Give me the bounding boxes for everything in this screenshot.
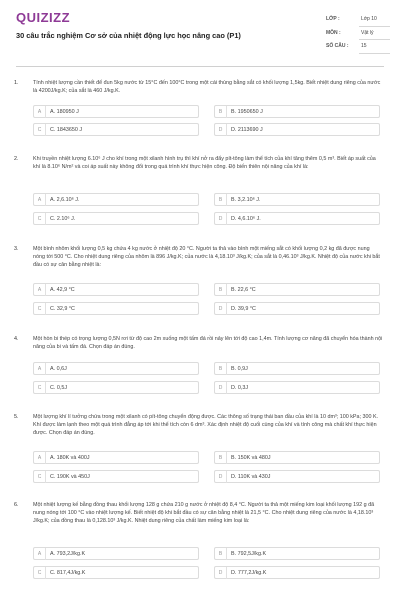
option-text: D. 2113690 J [231, 127, 263, 133]
option-c[interactable] [33, 566, 199, 579]
option-letter: A [34, 452, 46, 464]
option-text: B. 792,5J/kg.K [231, 551, 267, 557]
option-text: D. 4,6.10⁶ J. [231, 216, 261, 222]
option-letter: D [215, 124, 227, 136]
option-text: A. 180K và 400J [50, 455, 90, 461]
meta-row-grade [326, 14, 390, 28]
question-text: Một nhiệt lượng kế bằng đồng thau khối lượng 128 g chứa 210 g nước ở nhiệt độ 8,4 °C. Người ta thả một miếng kim loại khối lượng 192 g đã nung nóng tới 100 °C vào nhiệt lượng kế. Biết nhiệt độ khi bắt đầu có sự cân bằng nhiệt là 21,5 °C. Cho nhiệt dung riêng của nước là 4,18.10³ J/kg.K; của đồng thau là 0,128.10³ J/kg.K. Nhiệt dung riêng của chất làm miếng kim loại là: [33, 502, 375, 524]
option-text: D. 110K và 430J [231, 474, 271, 480]
option-text: D. 777,2J/kg.K [231, 570, 267, 576]
option-letter: B [215, 106, 227, 118]
option-c[interactable] [33, 123, 199, 136]
option-a[interactable] [33, 105, 199, 118]
option-d[interactable] [214, 566, 380, 579]
option-text: B. 1950650 J [231, 109, 263, 115]
option-letter: C [34, 213, 46, 225]
option-letter: A [34, 106, 46, 118]
option-letter: B [215, 452, 227, 464]
option-d[interactable] [214, 381, 380, 394]
question-text: Một hòn bi thép có trọng lượng 0,5N rơi từ độ cao 2m xuống một tấm đá rồi nảy lên tới độ cao 1,4m. Tính lượng cơ năng đã chuyển hóa thành nội năng của bi và tấm đá. Chọn đáp án đúng. [33, 336, 383, 350]
option-letter: D [215, 303, 227, 315]
option-c[interactable] [33, 302, 199, 315]
option-letter: A [34, 194, 46, 206]
option-d[interactable] [214, 123, 380, 136]
option-a[interactable] [33, 283, 199, 296]
option-text: C. 0,5J [50, 385, 68, 391]
question-text: Khi truyền nhiệt lượng 6.10⁶ J cho khí trong một xilanh hình trụ thì khí nở ra đẩy pít-tông làm thể tích của khí tăng thêm 0,5 m³. Biết áp suất của khí là 8.10⁶ N/m² và coi áp suất này không đổi trong quá trình khí thực hiện công. Độ biến thiên nội năng của khí là: [33, 156, 376, 170]
option-letter: B [215, 284, 227, 296]
option-text: C. 817,4J/kg.K [50, 570, 86, 576]
option-text: A. 793,2J/kg.K [50, 551, 86, 557]
meta-value: Vật lý [361, 29, 374, 36]
meta-row-subject [326, 28, 390, 42]
option-b[interactable] [214, 451, 380, 464]
option-c[interactable] [33, 381, 199, 394]
option-d[interactable] [214, 470, 380, 483]
quizizz-logo: QUIZIZZ [16, 10, 71, 25]
option-b[interactable] [214, 193, 380, 206]
option-text: A. 180950 J [50, 109, 79, 115]
option-letter: C [34, 567, 46, 579]
meta-value: Lớp 10 [361, 16, 377, 22]
option-c[interactable] [33, 212, 199, 225]
document-header [0, 0, 400, 72]
meta-divider [359, 26, 390, 27]
option-text: C. 190K và 450J [50, 474, 90, 480]
question-number: 4. [14, 336, 19, 342]
meta-label: MÔN : [326, 29, 341, 36]
option-b[interactable] [214, 362, 380, 375]
option-text: C. 32,9 °C [50, 306, 75, 312]
option-letter: A [34, 548, 46, 560]
option-b[interactable] [214, 547, 380, 560]
option-text: A. 2,6.10⁶ J. [50, 197, 80, 203]
option-text: B. 3,2.10⁶ J. [231, 197, 261, 203]
quiz-meta [326, 14, 390, 55]
option-letter: B [215, 194, 227, 206]
option-text: D. 0,3J [231, 385, 249, 391]
option-letter: B [215, 548, 227, 560]
option-letter: D [215, 213, 227, 225]
question-number: 2. [14, 156, 19, 162]
option-letter: C [34, 471, 46, 483]
document-title: 30 câu trắc nghiệm Cơ sở của nhiệt động lực học nâng cao (P1) [16, 31, 241, 40]
option-c[interactable] [33, 470, 199, 483]
option-letter: D [215, 382, 227, 394]
option-letter: C [34, 303, 46, 315]
question-number: 5. [14, 414, 19, 420]
option-a[interactable] [33, 547, 199, 560]
option-text: D. 39,9 °C [231, 306, 256, 312]
option-text: C. 1843650 J [50, 127, 83, 133]
meta-divider [359, 53, 390, 54]
option-a[interactable] [33, 193, 199, 206]
question-text: Một lượng khí lí tưởng chứa trong một xilanh có pít-tông chuyển động được. Các thông số trạng thái ban đầu của khí là 10 dm³; 100 kPa; 300 K. Khí được làm lạnh theo một quá trình đẳng áp tới khi thể tích còn 6 dm³. Xác định nhiệt độ cuối cùng của khí và tính công mà chất khí thực hiện được. Chọn đáp án đúng. [33, 414, 379, 436]
option-text: B. 150K và 480J [231, 455, 271, 461]
option-letter: D [215, 471, 227, 483]
option-text: A. 42,9 °C [50, 287, 75, 293]
option-letter: A [34, 363, 46, 375]
option-d[interactable] [214, 302, 380, 315]
option-text: C. 2.10⁶ J. [50, 216, 76, 222]
option-a[interactable] [33, 362, 199, 375]
option-letter: C [34, 382, 46, 394]
meta-value: 15 [361, 43, 367, 49]
question-text: Một bình nhôm khối lượng 0,5 kg chứa 4 kg nước ở nhiệt độ 20 °C. Người ta thả vào bình một miếng sắt có khối lượng 0,2 kg đã được nung nóng tới 500 °C. Cho nhiệt dung riêng của nhôm là 896 J/kg.K; của nước là 4,18.10³ J/kg.K; của sắt là 0,46.10³ J/kg.K. Nhiệt độ của nước khi bắt đầu có sự cân bằng nhiệt là: [33, 246, 380, 268]
meta-label: SỐ CÂU : [326, 43, 349, 49]
option-text: B. 0,9J [231, 366, 248, 372]
meta-label: LỚP : [326, 16, 340, 22]
option-letter: A [34, 284, 46, 296]
option-b[interactable] [214, 105, 380, 118]
option-d[interactable] [214, 212, 380, 225]
option-letter: C [34, 124, 46, 136]
option-b[interactable] [214, 283, 380, 296]
question-text: Tính nhiệt lượng cần thiết để đun 5kg nước từ 15°C đến 100°C trong một cái thùng bằng sắt có khối lượng 1,5kg. Biết nhiệt dung riêng của nước là 4200J/kg.K; của sắt là 460 J/kg.K. [33, 80, 381, 94]
option-a[interactable] [33, 451, 199, 464]
option-letter: D [215, 567, 227, 579]
question-number: 3. [14, 246, 19, 252]
question-number: 1. [14, 80, 19, 86]
question-number: 6. [14, 502, 19, 508]
meta-row-count [326, 41, 390, 55]
meta-divider [359, 39, 390, 40]
option-text: A. 0,6J [50, 366, 67, 372]
header-divider [16, 66, 384, 67]
option-letter: B [215, 363, 227, 375]
option-text: B. 22,6 °C [231, 287, 256, 293]
